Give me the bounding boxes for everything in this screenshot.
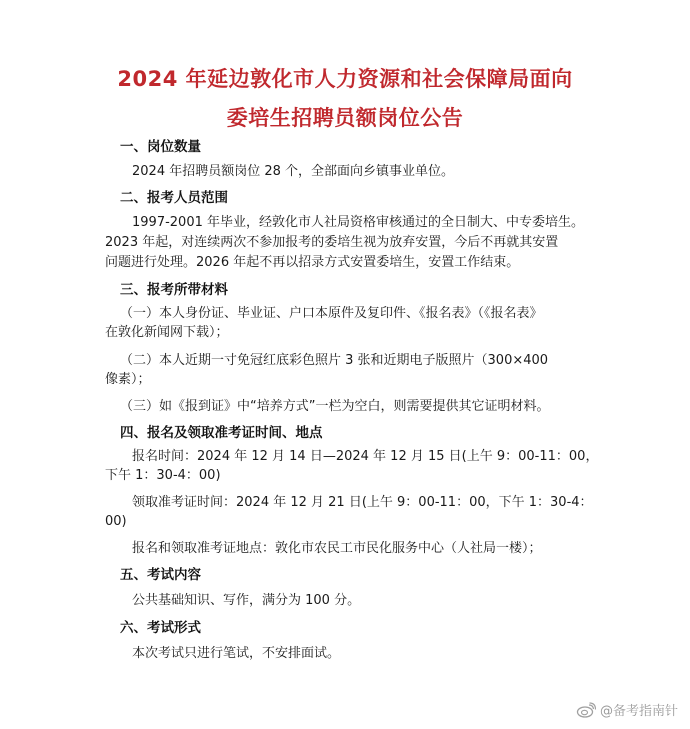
section-4-heading: 四、报名及领取准考证时间、地点 bbox=[120, 425, 323, 441]
section-5-body: 公共基础知识、写作，满分为 100 分。 bbox=[132, 593, 361, 608]
document-title-line-1: 2024 年延边敦化市人力资源和社会保障局面向 bbox=[117, 67, 573, 91]
section-6-heading: 六、考试形式 bbox=[120, 620, 201, 636]
section-2-heading: 二、报考人员范围 bbox=[120, 190, 228, 206]
ticket-time-cont: 00) bbox=[105, 514, 127, 529]
material-item-1: （一）本人身份证、毕业证、户口本原件及复印件、《报名表》（《报名表》 bbox=[120, 306, 543, 321]
section-1-heading: 一、岗位数量 bbox=[120, 139, 201, 155]
section-3-heading: 三、报考所带材料 bbox=[120, 282, 228, 298]
watermark bbox=[576, 700, 678, 719]
section-5-heading: 五、考试内容 bbox=[120, 567, 201, 583]
material-item-2: （二）本人近期一寸免冠红底彩色照片 3 张和近期电子版照片（300×400 bbox=[120, 353, 549, 368]
section-2-line: 问题进行处理。2026 年起不再以招录方式安置委培生，安置工作结束。 bbox=[105, 255, 520, 270]
signup-time: 报名时间：2024 年 12 月 14 日—2024 年 12 月 15 日(上午 9：00-11：00， bbox=[132, 449, 599, 464]
document-title-line-2: 委培生招聘员额岗位公告 bbox=[226, 106, 464, 130]
material-item-3: （三）如《报到证》中“培养方式”一栏为空白，则需要提供其它证明材料。 bbox=[120, 399, 550, 414]
material-item-1-cont: 在敦化新闻网下载）； bbox=[105, 325, 229, 340]
weibo-logo-icon bbox=[576, 702, 596, 718]
section-2-line: 2023 年起，对连续两次不参加报考的委培生视为放弃安置，今后不再就其安置 bbox=[105, 235, 559, 250]
section-6-body: 本次考试只进行笔试，不安排面试。 bbox=[132, 646, 341, 661]
ticket-time: 领取准考证时间：2024 年 12 月 21 日(上午 9：00-11：00，下午 1：30-4： bbox=[132, 495, 593, 510]
signup-place: 报名和领取准考证地点：敦化市农民工市民化服务中心（人社局一楼）； bbox=[132, 541, 542, 556]
material-item-2-cont: 像素）； bbox=[105, 372, 151, 387]
section-1-body: 2024 年招聘员额岗位 28 个，全部面向乡镇事业单位。 bbox=[132, 164, 455, 179]
watermark-text: @备考指南针 bbox=[599, 704, 678, 719]
section-2-line: 1997-2001 年毕业，经敦化市人社局资格审核通过的全日制大、中专委培生。 bbox=[132, 215, 584, 230]
signup-time-cont: 下午 1：30-4：00) bbox=[105, 468, 221, 483]
